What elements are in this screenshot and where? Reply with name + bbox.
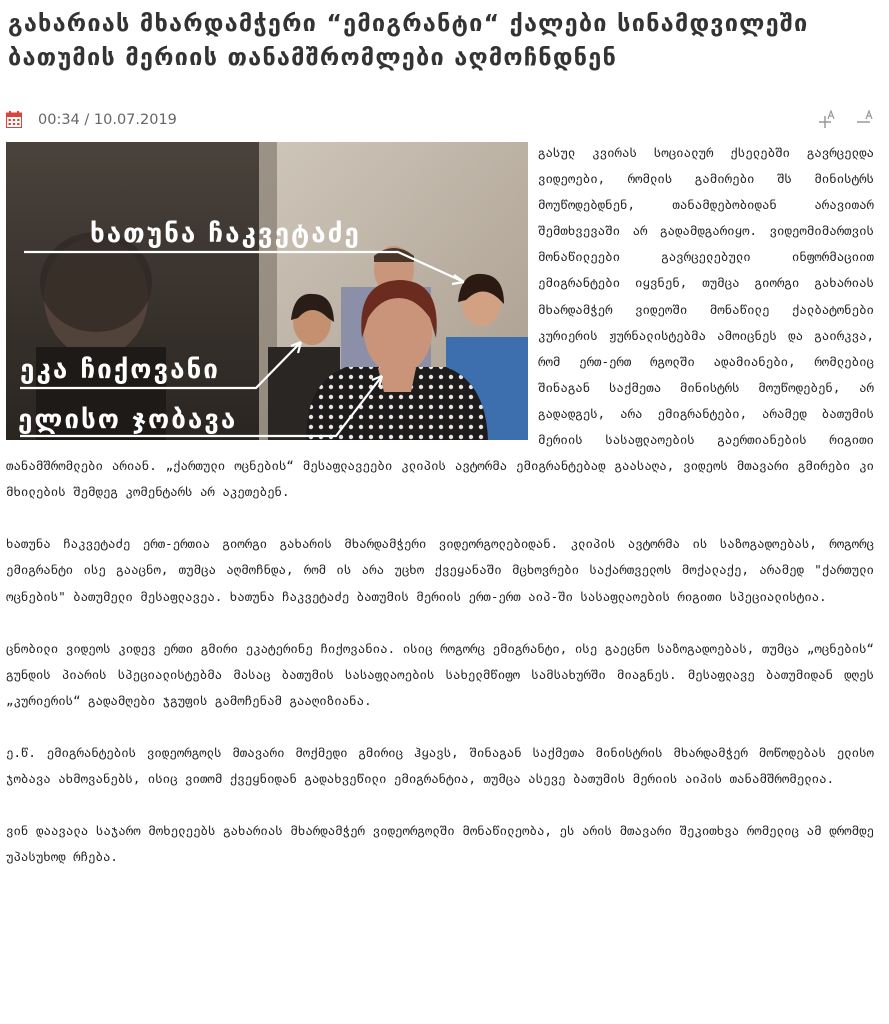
article-title: გახარიას მხარდამჭერი “ემიგრანტი“ ქალები სინამდვილეში ბათუმის მერიის თანამშრომლები აღმოჩნდნენ	[8, 9, 809, 71]
calendar-icon	[6, 111, 22, 128]
photo-caption-1: ხათუნა ჩაკვეტაძე	[90, 219, 361, 249]
font-decrease-icon[interactable]	[856, 110, 874, 128]
article-body	[6, 140, 874, 896]
photo-caption-3: ელისო ჯობავა	[18, 405, 238, 435]
article-paragraph: გასულ კვირას სოციალურ ქსელებში გავრცელდა ვიდეოები, რომლის გამირები შს მინისტრს მოუწოდებდნენ, თანამდებობიდან არავითარ შემთხვევაში არ გადამდგარიყო. ვიდეომიმართვის მონაწილეები გავრცელებული ინფორმაციით ემიგრანტები იყვნენ, თუმცა გიორგი გახარიას მხარდამჭერ ვიდეოში მონაწილე ქალბატონები კურიერის ჟურნალისტებმა ამოიცნეს და გაირკვა, რომ ერთ-ერთ რგოლში ადამიანები, რომლებიც შინაგან საქმეთა მინისტრს მოუწოდებენ, არ გადადგეს, არა ემიგრანტები, არამედ ბათუმის მერიის სასაფლაოების გაერთიანების რიგითი თანამშრომლები არიან. „ქართული ოცნების“ მესაფლავეები კლიპის ავტორმა ემიგრანტებად გაასაღა, ვიდეოს მთავარი გმირები კი მხილების შემდეგ კომენტარს არ აკეთებენ.	[6, 145, 874, 500]
publish-datetime: 00:34 / 10.07.2019	[38, 112, 177, 128]
article-paragraph: ხათუნა ჩაკვეტაძე ერთ-ერთია გიორგი გახარის მხარდამჭერი ვიდეორგოლებიდან. კლიპის ავტორმა ის საზოგადოებას, როგორც ემიგრანტი ისე გააცნო, თუმცა აღმოჩნდა, რომ ის არა უცხო ქვეყანაში მცხოვრები საქართველოს მოქალაქე, არამედ "ქართული ოცნების" ბათუმელი მესაფლავეა. ხათუნა ჩაკვეტაძე ბათუმის მერიის ერთ-ერთ აიპ-ში სასაფლაოების რიგითი სპეციალისტია.	[6, 536, 874, 604]
article-paragraph: ე.წ. ემიგრანტების ვიდეორგოლს მთავარი მოქმედი გმირიც ჰყავს, შინაგან საქმეთა მინისტრის მხარდამჭერ მოწოდებას ელისო ჯობავა ახმოვანებს, ისიც ვითომ ქვეყნიდან გადახვეწილი ემიგრანტია, თუმცა ასევე ბათუმის მერიის აიპის თანამშრომელია.	[6, 744, 874, 786]
font-increase-icon[interactable]	[818, 110, 836, 128]
article-paragraph: ცნობილი ვიდეოს კიდევ ერთი გმირი ეკატერინე ჩიქოვანია. ისიც როგორც ემიგრანტი, ისე გაეცნო საზოგადოებას, თუმცა „ოცნების“ გუნდის პიარის სპეციალისტებმა მასაც ბათუმის სასაფლაოების სახელმწიფო სამსახურში მიაგნეს. მესაფლავე ბათუმიდან დღეს „კურიერის“ გადამღები ჯგუფის გამოჩენამ გააღიზიანა.	[6, 640, 874, 708]
video-still	[6, 142, 528, 440]
photo-caption-2: ეკა ჩიქოვანი	[20, 355, 220, 385]
article-meta	[6, 110, 878, 130]
article-photo	[6, 142, 528, 440]
article-paragraph: ვინ დაავალა საჯარო მოხელეებს გახარიას მხარდამჭერ ვიდეორგოლში მონაწილეობა, ეს არის მთავარი შეკითხვა რომელიც ამ დრომდე უპასუხოდ რჩება.	[6, 823, 874, 865]
